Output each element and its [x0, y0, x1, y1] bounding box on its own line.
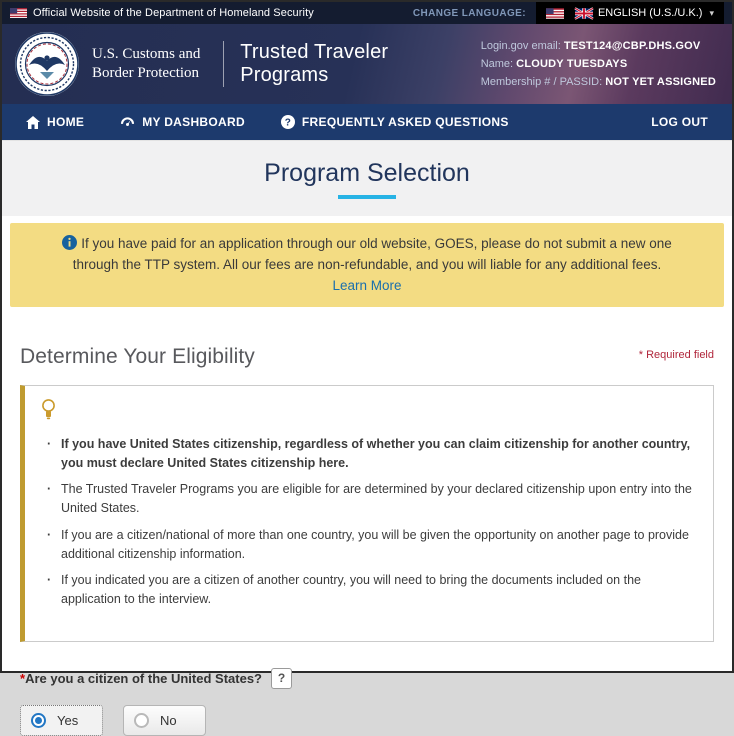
user-info-block [481, 34, 720, 95]
info-icon [62, 235, 77, 250]
dhs-top-bar [2, 2, 732, 24]
tip-item: · The Trusted Traveler Programs you are eligible for are determined by your declared citizenship upon entry into the United States. [47, 480, 695, 518]
login-email-row: Login.gov email: TEST124@CBP.DHS.GOV [480, 39, 701, 52]
option-label: Yes [57, 712, 79, 728]
option-no[interactable] [123, 705, 206, 736]
page-title-band [2, 140, 732, 216]
tip-item: · If you are a citizen/national of more than one country, you will be given the opportunity on another page to provide additional citizenship information. [47, 526, 695, 564]
header-divider [223, 41, 224, 87]
change-language-label: CHANGE LANGUAGE: [412, 7, 526, 19]
option-yes[interactable] [20, 705, 103, 736]
language-selected-label: ENGLISH (U.S./U.K.) [597, 7, 703, 19]
app-title: Trusted Traveler Programs [240, 41, 389, 86]
tip-item: · If you indicated you are a citizen of another country, you will need to bring the documents included on the application to the interview. [47, 571, 695, 609]
main-nav [2, 104, 732, 140]
goes-warning-alert [10, 223, 724, 307]
dashboard-icon [120, 116, 135, 129]
required-asterisk: * [20, 670, 26, 686]
nav-item-home[interactable] [26, 115, 84, 129]
tips-list [47, 435, 695, 609]
learn-more-link[interactable]: Learn More [332, 277, 402, 293]
title-underline [338, 195, 396, 199]
help-button[interactable]: ? [271, 668, 292, 689]
user-name-row: Name: CLOUDY TUESDAYS [480, 57, 628, 70]
tip-item: · If you have United States citizenship, regardless of whether you can claim citizenship for another country, you must declare United States citizenship here. [47, 435, 695, 473]
lightbulb-icon [41, 399, 56, 420]
section-heading: Determine Your Eligibility [20, 344, 255, 368]
us-flag-icon [10, 8, 27, 18]
nav-item-my-dashboard[interactable] [120, 115, 245, 129]
alert-text: If you have paid for an application through our old website, GOES, please do not submit a new one through the TTP system. All our fees are non-refundable, and you will liable for any additional fees. [72, 236, 672, 272]
caret-down-icon: ▾ [709, 7, 714, 18]
question-circle-icon [281, 115, 295, 129]
citizenship-tips-box [20, 385, 714, 642]
site-banner [2, 24, 732, 104]
radio-unselected-icon [134, 713, 149, 728]
citizen-question-label: *Are you a citizen of the United States? [20, 670, 262, 686]
svg-text:?: ? [284, 117, 292, 129]
citizen-options [20, 705, 714, 736]
language-selector[interactable] [536, 2, 724, 24]
official-website-text: Official Website of the Department of Homeland Security [33, 7, 314, 19]
option-label: No [160, 712, 177, 728]
main-content [2, 345, 732, 736]
page-title: Program Selection [264, 158, 470, 187]
nav-item-label: HOME [47, 115, 85, 129]
required-field-note: * Required field [638, 348, 714, 361]
logout-label: LOG OUT [651, 115, 708, 129]
radio-selected-icon [31, 713, 46, 728]
home-icon [26, 116, 40, 129]
membership-passid-row: Membership # / PASSID: NOT YET ASSIGNED [480, 75, 716, 88]
nav-item-label: MY DASHBOARD [142, 115, 245, 129]
us-flag-icon [546, 8, 564, 19]
logout-button[interactable] [651, 115, 708, 129]
nav-item-faq[interactable] [281, 115, 509, 129]
nav-item-label: FREQUENTLY ASKED QUESTIONS [301, 115, 509, 129]
cbp-seal-logo [14, 31, 80, 97]
agency-name: U.S. Customs and Border Protection [92, 45, 201, 81]
uk-flag-icon [575, 8, 593, 19]
